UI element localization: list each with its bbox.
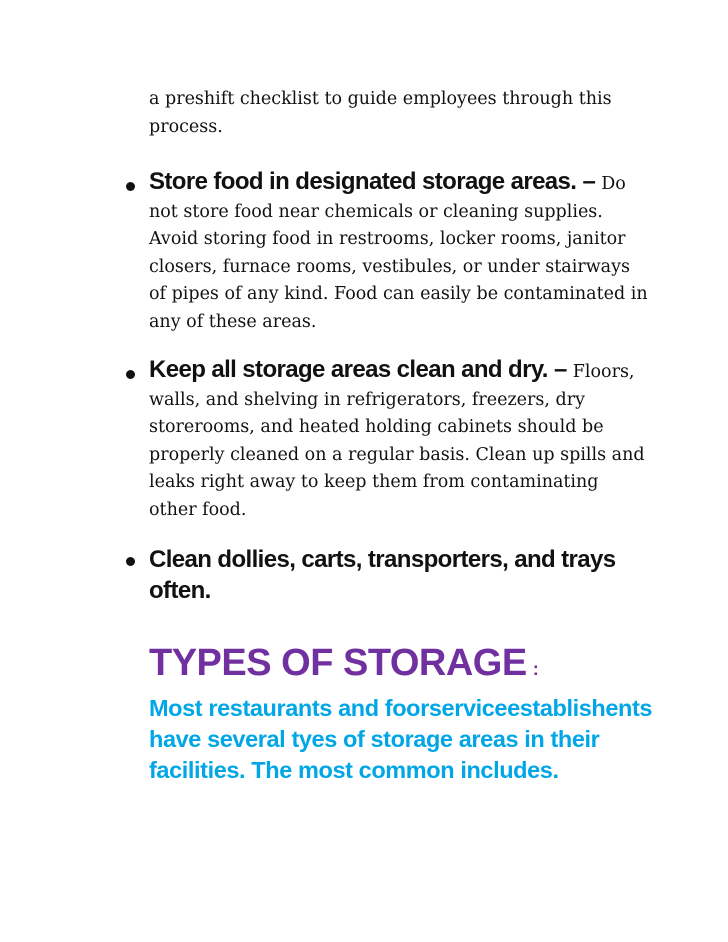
bullet-heading: Keep all storage areas clean and dry. – <box>149 356 573 383</box>
section-body: Most restaurants and foorserviceestablishents have several tyes of storage areas in their facilities. The most common includes. <box>149 695 653 783</box>
bullet-heading: Clean dollies, carts, transporters, and trays often. <box>149 546 616 604</box>
bullet-item-storage-areas <box>149 168 649 336</box>
bullet-text: Floors, walls, and shelving in refrigerators, freezers, dry storerooms, and heated holding cabinets should be properly cleaned on a regular basis. Clean up spills and leaks right away to keep them from contaminating other food. <box>149 362 645 520</box>
continuation-paragraph: a preshift checklist to guide employees through this process. <box>149 89 612 137</box>
bullet-item-clean-dollies <box>149 544 639 606</box>
bullet-dot-icon <box>126 182 135 191</box>
section-title-text: TYPES OF STORAGE <box>149 642 527 684</box>
bullet-dot-icon <box>126 370 135 379</box>
bullet-text: Do not store food near chemicals or cleaning supplies. Avoid storing food in restrooms, locker rooms, janitor closers, furnace rooms, vestibules, or under stairways of pipes of any kind. Food can easily be contaminated in any of these areas. <box>149 174 648 332</box>
section-title <box>149 640 539 692</box>
bullet-heading: Store food in designated storage areas. – <box>149 168 602 195</box>
bullet-item-clean-dry <box>149 356 649 524</box>
section-title-colon: : <box>532 659 539 679</box>
bullet-dot-icon <box>126 557 135 566</box>
